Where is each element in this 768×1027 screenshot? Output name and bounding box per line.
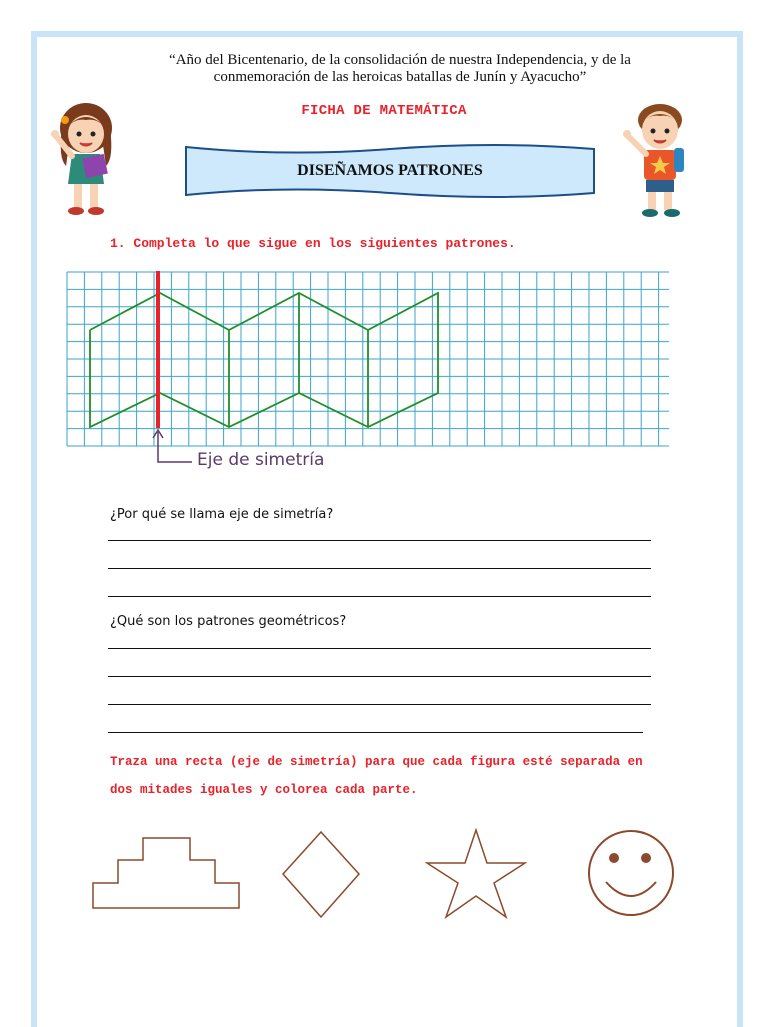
symmetry-axis-label: Eje de simetría xyxy=(197,450,325,470)
answer-line[interactable] xyxy=(108,540,651,541)
question-2: ¿Qué son los patrones geométricos? xyxy=(110,614,347,629)
smiley-face-shape[interactable] xyxy=(589,831,673,915)
diamond-shape[interactable] xyxy=(283,832,359,917)
instruction-text: Traza una recta (eje de simetría) para que cada figura esté separada en dos mitades iguales y colorea cada parte. xyxy=(110,755,643,797)
quote-line-2: conmemoración de las heroicas batallas de Junín y Ayacucho” xyxy=(213,69,587,85)
answer-line[interactable] xyxy=(108,648,651,649)
shapes-row xyxy=(0,820,768,930)
answer-line[interactable] xyxy=(108,596,651,597)
worksheet-type: FICHA DE MATEMÁTICA xyxy=(301,103,467,119)
answer-line[interactable] xyxy=(108,676,651,677)
stepped-pyramid-shape[interactable] xyxy=(93,838,239,908)
answer-line[interactable] xyxy=(108,732,643,733)
star-shape[interactable] xyxy=(427,830,525,917)
answer-line[interactable] xyxy=(108,704,651,705)
question-1: ¿Por qué se llama eje de simetría? xyxy=(110,507,334,522)
pattern-zigzag xyxy=(90,293,438,427)
page-title: DISEÑAMOS PATRONES xyxy=(297,162,483,179)
pattern-grid xyxy=(0,0,768,480)
exercise-1-prompt: 1. Completa lo que sigue en los siguientes patrones. xyxy=(110,236,516,251)
quote-line-1: “Año del Bicentenario, de la consolidación de nuestra Independencia, y de la xyxy=(169,52,631,68)
axis-pointer-arrow xyxy=(158,432,192,462)
answer-line[interactable] xyxy=(108,568,651,569)
